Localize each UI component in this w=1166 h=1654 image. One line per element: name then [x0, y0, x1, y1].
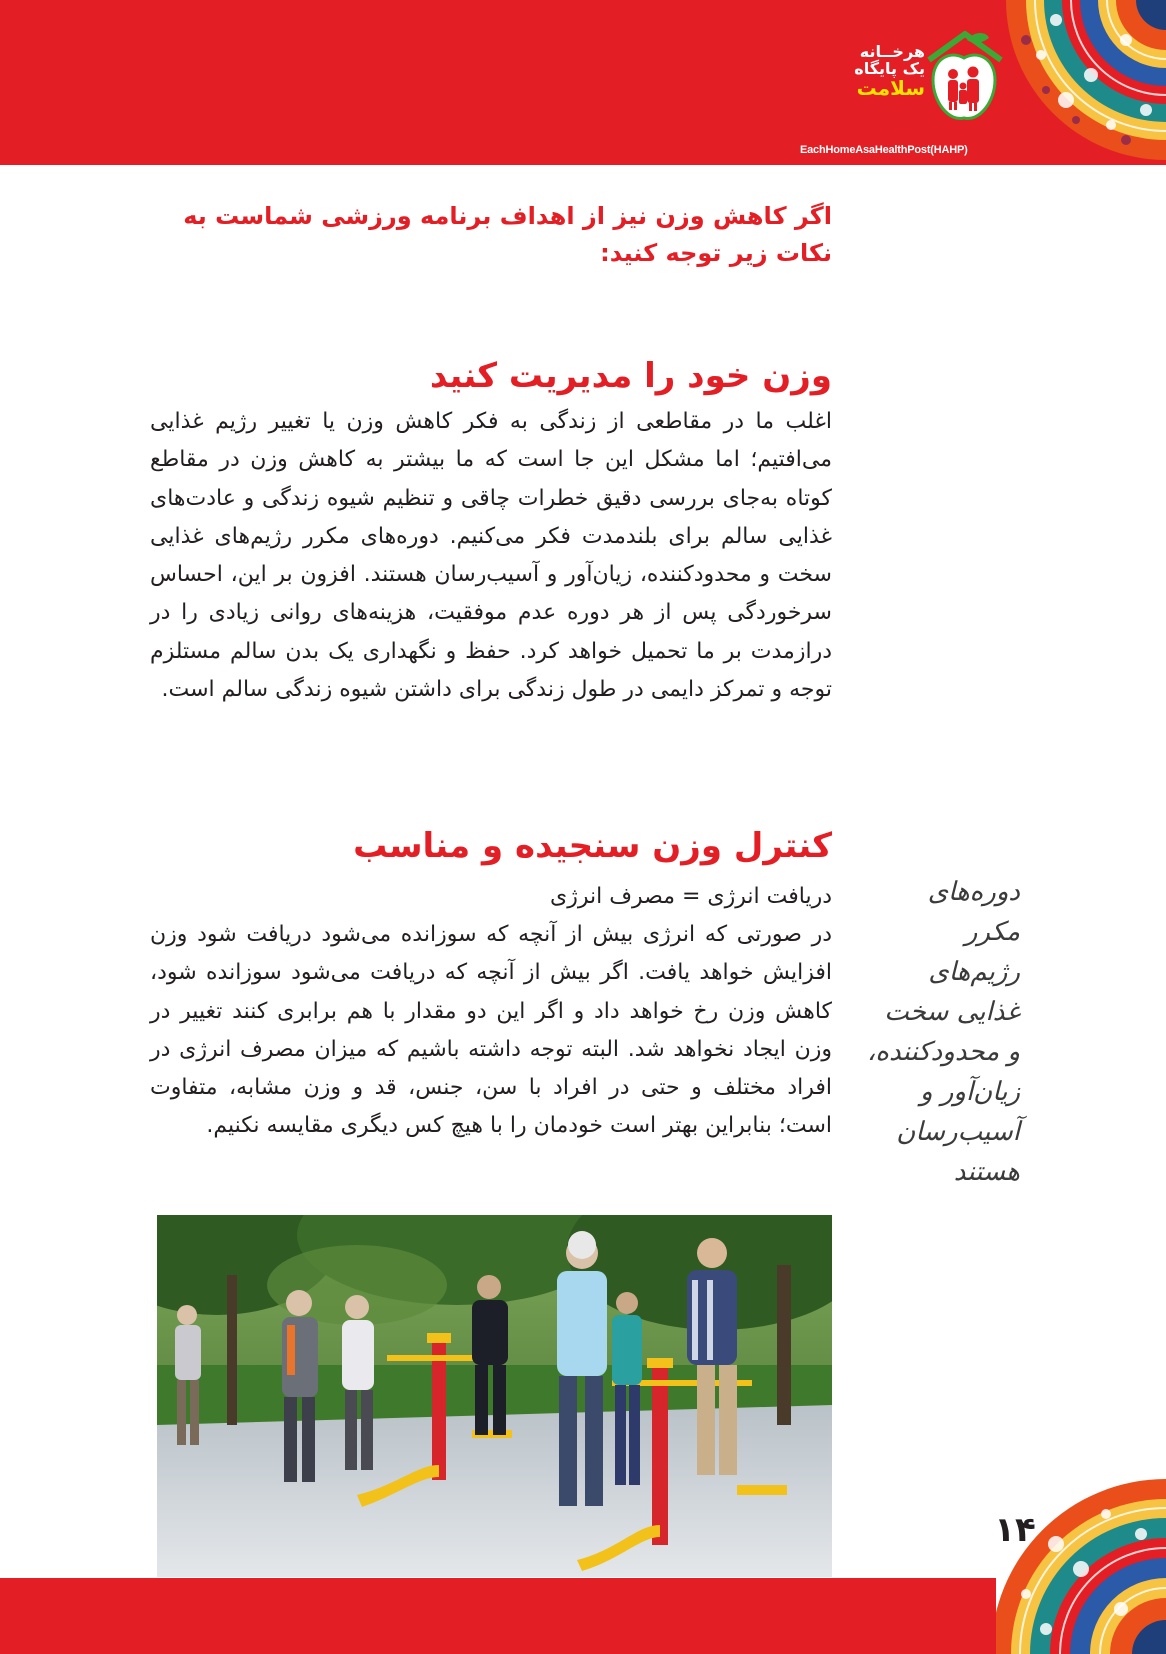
- mandala-ornament-bottom: [996, 1454, 1166, 1654]
- side-note-line: زیان‌آور و: [920, 1077, 1020, 1107]
- logo-line-2: یک پایگاه: [854, 58, 925, 78]
- section-paragraph-weight-control: در صورتی که انرژی بیش از آنچه که سوزانده می‌شود دریافت شود وزن افزایش خواهد یافت. اگر بیش از آنچه که دریافت می‌شود سوزانده شود، کاهش وزن رخ خواهد داد و اگر این دو مقدار با هم برابری کنند تغییر در وزن ایجاد نخواهد شد. البته توجه داشته باشیم که میزان مصرف انرژی در افراد مختلف و حتی در افراد با سن، جنس، قد و وزن مشابه، متفاوت است؛ بنابراین بهتر است خودمان را با هیچ کس دیگری مقایسه نکنیم.: [150, 922, 832, 1139]
- logo-text: [795, 44, 925, 99]
- side-note-line: و محدودکننده،: [866, 1037, 1020, 1067]
- handwritten-side-note: [860, 872, 1020, 1192]
- mandala-ornament-top: [996, 0, 1166, 165]
- side-note-line: رژیم‌های: [928, 957, 1020, 987]
- side-note-line: آسیب‌رسان: [896, 1117, 1020, 1147]
- intro-text: اگر کاهش وزن نیز از اهداف برنامه ورزشی شماست به نکات زیر توجه کنید:: [183, 202, 832, 267]
- park-exercise-photo: [157, 1215, 832, 1577]
- footer-band: [0, 1578, 1166, 1654]
- side-note-line: مکرر: [964, 917, 1020, 947]
- apple-house-family-icon: [923, 30, 1005, 138]
- logo-line-1: هرخــانه: [859, 42, 925, 61]
- page-number: ۱۴: [994, 1510, 1036, 1550]
- logo-tagline: EachHomeAsaHealthPost(HAHP): [800, 144, 968, 156]
- hahp-logo: [790, 30, 1010, 160]
- energy-formula: دریافت انرژی = مصرف انرژی: [549, 884, 832, 909]
- section-heading-weight-control: کنترل وزن سنجیده و مناسب: [353, 826, 832, 866]
- side-note-line: غذایی سخت: [884, 997, 1020, 1027]
- section-paragraph-weight-management: اغلب ما در مقاطعی از زندگی به فکر کاهش وزن یا تغییر رژیم غذایی می‌افتیم؛ اما مشکل این جا است که ما بیشتر به کاهش وزن در مقاطع کوتاه به‌جای بررسی دقیق خطرات چاقی و تنظیم شیوه زندگی و عادت‌های غذایی سالم برای بلندمدت فکر می‌کنیم. دوره‌های مکرر رژیم‌های غذایی سخت و محدودکننده، زیان‌آور و آسیب‌رسان هستند. افزون بر این، احساس سرخوردگی پس از هر دوره عدم موفقیت، هزینه‌های روانی زیادی را در درازمدت بر ما تحمیل خواهد کرد. حفظ و نگهداری یک بدن سالم مستلزم توجه و تمرکز دایمی در طول زندگی برای داشتن شیوه زندگی سالم است.: [150, 409, 832, 703]
- side-note-line: دوره‌های: [927, 877, 1020, 907]
- side-note-line: هستند: [953, 1157, 1020, 1187]
- section-heading-weight-management: وزن خود را مدیریت کنید: [429, 356, 832, 396]
- logo-line-3: سلامت: [856, 75, 925, 100]
